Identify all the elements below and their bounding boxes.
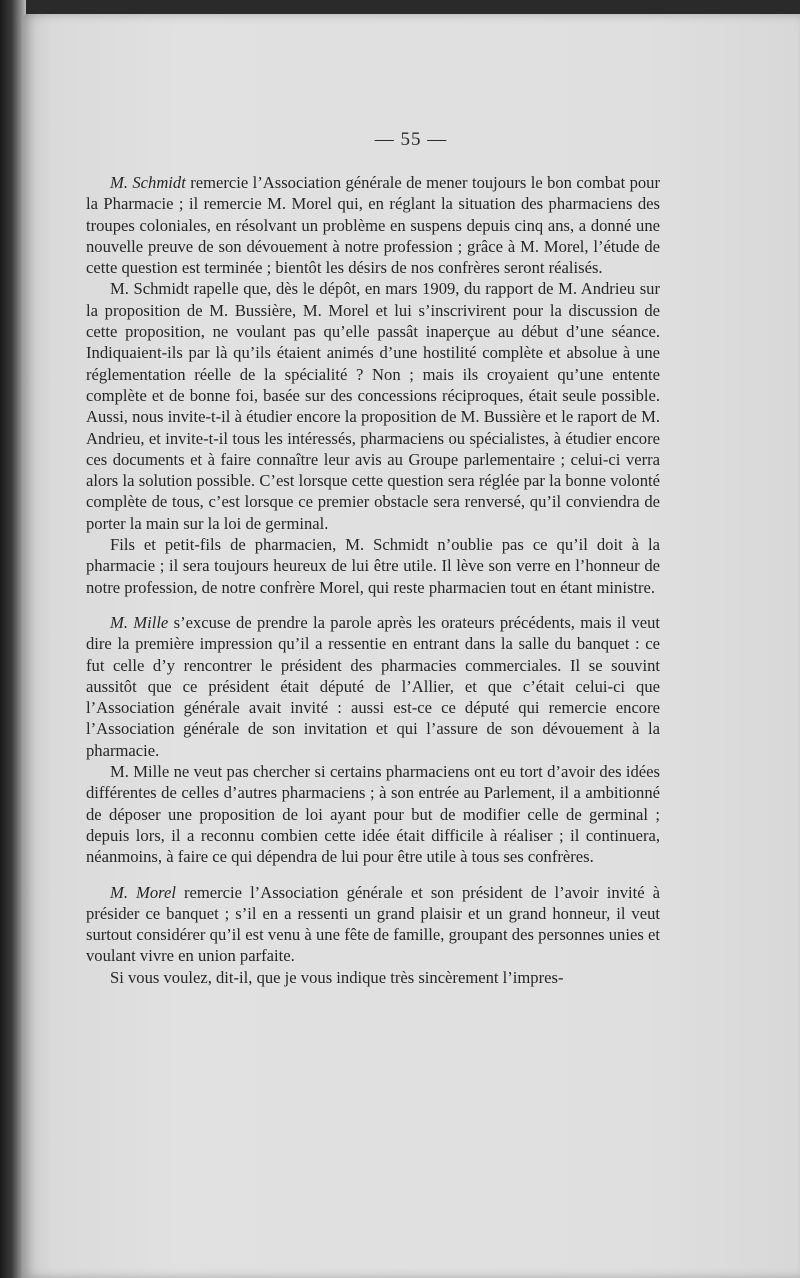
paragraph-schmidt-recall	[86, 278, 660, 534]
paragraph-text: s’excuse de prendre la parole après les orateurs précédents, mais il veut dire la première impression qu’il a ressentie en entrant dans la salle du banquet : ce fut celle d’y rencontrer le président des pharmacies commerciales. Il se souvint aussitôt que ce président était député de l’Allier, et que c’était celui-ci que l’Association générale avait invité : aussi est-ce ce député qui remercie encore l’Association générale de son invitation et qui l’assure de son dévouement à la pharmacie.	[86, 612, 661, 760]
page-number: — 55 —	[374, 129, 448, 150]
paragraph-schmidt-thanks	[86, 172, 660, 278]
paragraph-text: M. Mille ne veut pas chercher si certains pharmaciens ont eu tort d’avoir des idées différentes de celles d’autres pharmaciens ; à son entrée au Parlement, il a ambitionné de déposer une proposition de loi ayant pour but de modifier celle de germinal ; depuis lors, il a reconnu combien cette idée était difficile à réaliser ; il continuera, néanmoins, à faire ce qui dépendra de lui pour être utile à tous ses confrères.	[86, 762, 660, 867]
paragraph-text: Si vous voulez, dit-il, que je vous indique très sincèrement l’impres-	[110, 967, 564, 987]
speaker-name: M. Schmidt	[110, 173, 186, 192]
paragraph-text: M. Schmidt rapelle que, dès le dépôt, en mars 1909, du rapport de M. Andrieu sur la proposition de M. Bussière, M. Morel et lui s’inscrivirent pour la discussion de cette proposition, ne voulant pas qu’elle passât inaperçue au début d’une séance. Indiquaient-ils par là qu’ils étaient animés d’une hostilité complète et absolue à une réglementation réelle de la spécialité ? Non ; mais ils croyaient qu’une entente complète et de bonne foi, basée sur des concessions réciproques, était seule possible. Aussi, nous invite-t-il à étudier encore la proposition de M. Bussière et le raport de M. Andrieu, et invite-t-il tous les intéressés, pharmaciens ou spécialistes, à étudier encore ces documents et à faire connaître leur avis au Groupe parlementaire ; celui-ci verra alors la solution possible. C’est lorsque cette question sera réglée par la bonne volonté complète de tous, c’est lorsque ce premier obstacle sera renversé, qu’il conviendra de porter la main sur la loi de germinal.	[86, 279, 660, 533]
book-page	[22, 14, 800, 1278]
paragraph-morel-thanks	[86, 882, 660, 967]
body-text	[86, 172, 660, 988]
paragraph-text: remercie l’Association générale de mener toujours le bon combat pour la Pharmacie ; il remercie M. Morel qui, en réglant la situation des pharmaciens des troupes coloniales, en résolvant un problème en suspens depuis cinq ans, a donné une nouvelle preuve de son dévouement à notre profession ; grâce à M. Morel, l’étude de cette question est terminée ; bientôt les désirs de nos confrères seront réalisés.	[86, 173, 660, 278]
paragraph-mille-speech	[86, 612, 660, 761]
paragraph-mille-parliament	[86, 761, 660, 867]
paragraph-text: Fils et petit-fils de pharmacien, M. Schmidt n’oublie pas ce qu’il doit à la pharmacie ; il sera toujours heureux de lui être utile. Il lève son verre en l’honneur de notre profession, de notre confrère Morel, qui reste pharmacien tout en étant ministre.	[86, 535, 660, 597]
paragraph-text: remercie l’Association générale et son président de l’avoir invité à présider ce banquet ; s’il en a ressenti un grand plaisir et un grand honneur, il veut surtout considérer qu’il est venu à une fête de famille, groupant des personnes unies et voulant vivre en union parfaite.	[86, 882, 660, 966]
paragraph-morel-continued	[86, 967, 660, 988]
paragraph-schmidt-toast	[86, 534, 660, 598]
speaker-name: M. Mille	[110, 612, 169, 632]
speaker-name: M. Morel	[110, 882, 176, 902]
